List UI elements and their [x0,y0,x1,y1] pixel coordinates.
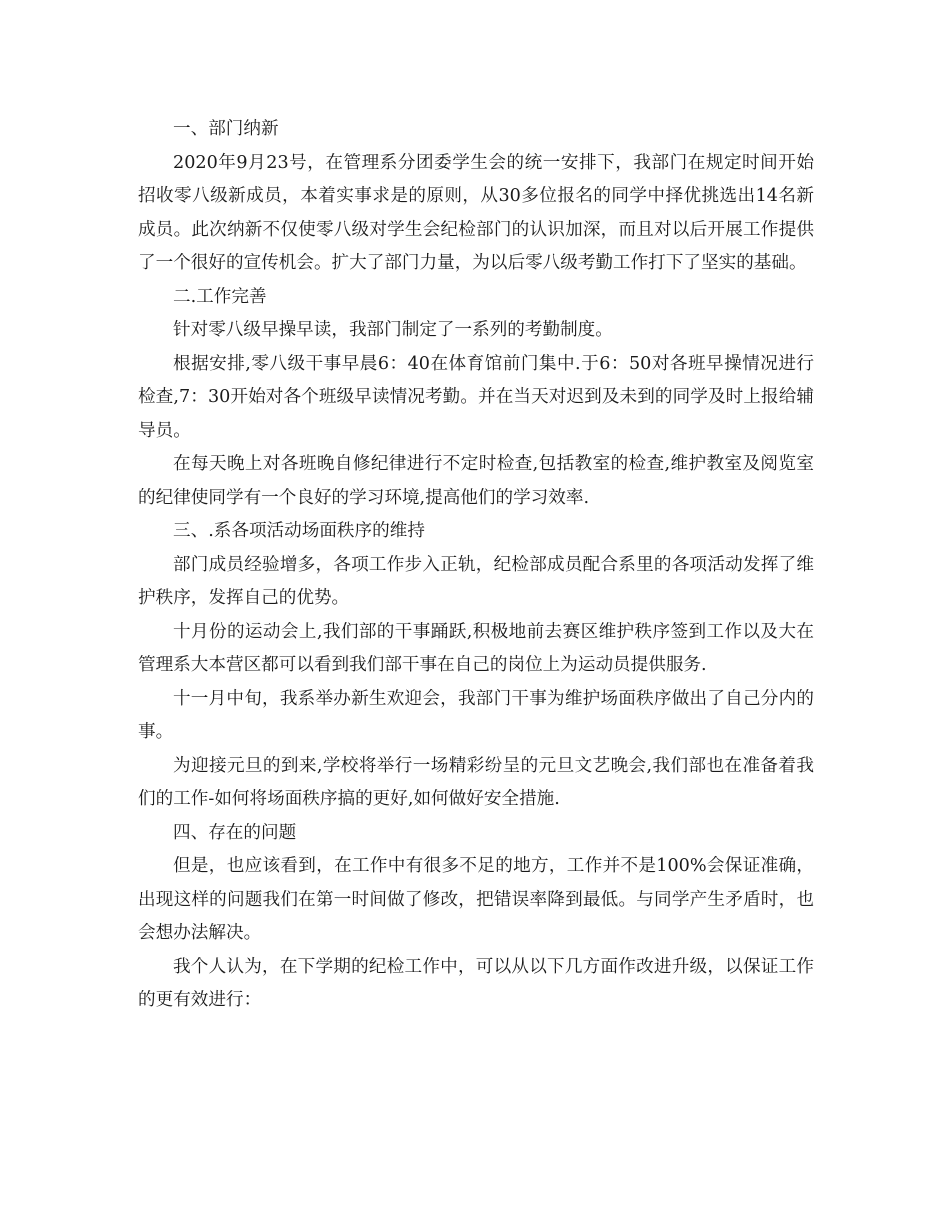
document-body [138,113,814,1018]
paragraph-member-experience: 部门成员经验增多，各项工作步入正轨，纪检部成员配合系里的各项活动发挥了维护秩序，发挥自己的优势。 [138,554,814,608]
paragraph-attendance-system: 针对零八级早操早读，我部门制定了一系列的考勤制度。 [173,320,613,340]
section-heading-recruitment: 一、部门纳新 [173,119,279,139]
section-heading-problems: 四、存在的问题 [173,822,297,843]
paragraph-morning-schedule: 根据安排,零八级干事早晨6：40在体育馆前门集中.于6：50对各班早操情况进行检查,7：30开始对各个班级早读情况考勤。并在当天对迟到及未到的同学及时上报给辅导员。 [138,353,814,441]
paragraph-sports-meet: 十月份的运动会上,我们部的干事踊跃,积极地前去赛区维护秩序签到工作以及大在管理系大本营区都可以看到我们部干事在自己的岗位上为运动员提供服务. [138,621,814,675]
paragraph-shortcomings: 但是，也应该看到，在工作中有很多不足的地方，工作并不是100%会保证准确，出现这样的问题我们在第一时间做了修改，把错误率降到最低。与同学产生矛盾时，也会想办法解决。 [138,856,814,943]
section-heading-work-improvement: 二.工作完善 [173,286,267,307]
paragraph-personal-opinion: 我个人认为，在下学期的纪检工作中，可以从以下几方面作改进升级，以保证工作的更有效进行： [138,956,814,1010]
paragraph-welcome-party: 十一月中旬，我系举办新生欢迎会，我部门干事为维护场面秩序做出了自己分内的事。 [138,688,814,742]
paragraph-recruitment: 2020年9月23号，在管理系分团委学生会的统一安排下，我部门在规定时间开始招收零八级新成员，本着实事求是的原则，从30多位报名的同学中择优挑选出14名新成员。此次纳新不仅使零八级对学生会纪检部门的认识加深，而且对以后开展工作提供了一个很好的宣传机会。扩大了部门力量，为以后零八级考勤工作打下了坚实的基础。 [138,152,814,273]
section-heading-order-maintenance: 三、.系各项活动场面秩序的维持 [173,521,425,541]
paragraph-new-year-gala: 为迎接元旦的到来,学校将举行一场精彩纷呈的元旦文艺晚会,我们部也在准备着我们的工作-如何将场面秩序搞的更好,如何做好安全措施. [138,755,814,809]
paragraph-evening-inspection: 在每天晚上对各班晚自修纪律进行不定时检查,包括教室的检查,维护教室及阅览室的纪律使同学有一个良好的学习环境,提高他们的学习效率. [138,454,814,508]
